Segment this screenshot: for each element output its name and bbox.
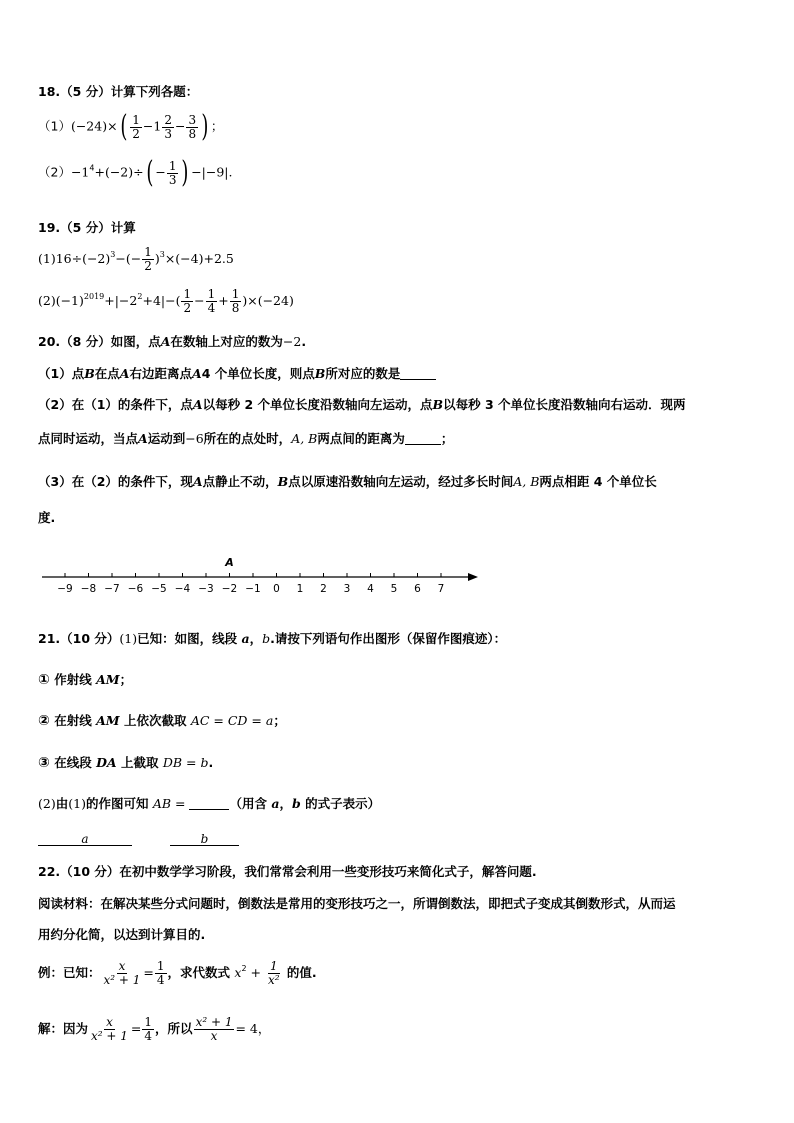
expr-text: − (175, 118, 186, 134)
q21-step1 (38, 672, 132, 688)
q19-heading: 19.（5 分）计算 (38, 220, 136, 235)
var: b (262, 631, 271, 646)
var: A (192, 474, 203, 489)
equation: DB = b (162, 755, 209, 770)
q18-part1-label: （1） (38, 118, 71, 134)
fraction: $\frac{1}{3}$ (168, 158, 177, 187)
q18-part2 (38, 155, 233, 190)
text: （3）在（2）的条件下，现 (38, 474, 193, 489)
var: A (119, 366, 130, 381)
fraction: $\frac{1}{8}$ (231, 287, 240, 315)
tick-label: −8 (80, 583, 97, 595)
text: 在点 (94, 366, 120, 381)
expr-text: −(− (115, 251, 142, 266)
tick-label: −5 (151, 583, 167, 595)
segment-b (170, 828, 239, 846)
q22-reading-line2: 用约分化简，以达到计算目的. (38, 927, 206, 942)
q20-heading (38, 334, 306, 350)
text: . (208, 755, 214, 770)
expr-text: +(−2)÷ (94, 164, 144, 180)
var: B (314, 366, 326, 381)
var: A (192, 366, 202, 381)
expr-text: ×(−4)+2.5 (164, 251, 234, 266)
text: 解：因为 (38, 1021, 89, 1036)
tick-label: 6 (414, 583, 421, 595)
text: 21.（10 分） (38, 631, 120, 646)
fraction: $\frac{3}{8}$ (188, 112, 197, 141)
text: . (301, 334, 307, 349)
var: B (432, 397, 444, 412)
expr-text: )×(−24) (242, 293, 294, 308)
tick-label: 7 (437, 583, 445, 595)
value: −2 (282, 334, 302, 349)
fraction: $\frac{x}{\text{x² + 1}}$ (91, 1015, 128, 1043)
q20-part2-line2 (38, 431, 453, 447)
tick-label: −3 (198, 583, 214, 595)
tick-label: 1 (296, 583, 304, 595)
expr-text: ) (154, 251, 160, 266)
tick-label: 2 (320, 583, 327, 595)
q22-example (38, 960, 317, 987)
answer-blank (405, 444, 441, 445)
expr-text: ； (210, 118, 224, 134)
tick-label: −6 (127, 583, 144, 595)
exponent: 2019 (83, 292, 105, 301)
text: ； (440, 431, 454, 446)
text: 以每秒 3 个单位长度沿数轴向右运动．现两 (443, 397, 686, 412)
fraction: $\frac{1}{\text{x²}}$ (267, 959, 280, 987)
var: A, B (513, 474, 540, 489)
var: DA (96, 755, 117, 770)
q20-part2-line1 (38, 397, 686, 413)
q21-part2 (38, 796, 380, 812)
fraction: $\frac{1}{4}$ (156, 959, 165, 987)
number-line (36, 552, 486, 600)
text: ，所以 (155, 1021, 193, 1036)
text: 所在的点处时， (203, 431, 292, 446)
step-number: ① (38, 672, 50, 688)
fraction: $\frac{1}{4}$ (207, 287, 216, 315)
q22-reading-line1: 阅读材料：在解决某些分式问题时，倒数法是常用的变形技巧之一，所谓倒数法，即把式子变成其倒数形式，从而运 (38, 896, 676, 911)
text: 在射线 (49, 713, 97, 728)
text: 点以原速沿数轴向左运动，经过多长时间 (288, 474, 514, 489)
q20-part3-line1 (38, 474, 657, 490)
expr-text: (1)16÷(−2) (38, 251, 111, 266)
text: （用含 (229, 796, 272, 811)
expr-text: + (218, 293, 229, 308)
text: = 4， (235, 1021, 271, 1036)
text: 的作图可知 (85, 796, 153, 811)
fraction: $\frac{2}{3}$ (164, 112, 172, 141)
q22-solution (38, 1016, 270, 1043)
text: 点同时运动，当点 (38, 431, 139, 446)
text: + (246, 965, 265, 980)
text: 上依次截取 (119, 713, 191, 728)
right-paren: ) (201, 109, 209, 144)
text: 作射线 (49, 672, 97, 687)
tick-label: 5 (390, 583, 398, 595)
fraction: $\frac{1}{2}$ (183, 287, 192, 315)
fraction: $\frac{x}{\text{x² + 1}}$ (103, 959, 141, 987)
segment-b-label: b (200, 832, 209, 846)
left-paren: ( (119, 109, 127, 144)
var: AM (96, 713, 120, 728)
tick-label: −7 (104, 583, 120, 595)
tick-label: 0 (273, 583, 280, 595)
text: （1）点 (38, 366, 85, 381)
text: 所对应的数是 (325, 366, 401, 381)
text: 例：已知： (38, 965, 101, 980)
text: ； (119, 672, 133, 687)
tick-label: 3 (343, 583, 351, 595)
var: a (271, 796, 280, 811)
text: (2) (38, 796, 56, 811)
text: 在线段 (49, 755, 97, 770)
q18-part2-label: （2） (38, 164, 71, 180)
expr-text: +|−2 (104, 293, 138, 308)
text: 由 (55, 796, 69, 811)
tick-label: −2 (221, 583, 238, 595)
exponent: 3 (159, 250, 165, 259)
fraction: $\frac{1}{2}$ (144, 245, 152, 273)
expr-text: (2)(−1) (38, 293, 84, 308)
text: ， (279, 796, 292, 811)
q18-heading: 18.（5 分）计算下列各题： (38, 84, 199, 99)
text: 右边距离点 (129, 366, 193, 381)
arrow-head-icon (468, 573, 478, 581)
tick-label: −1 (245, 583, 261, 595)
exponent: 3 (110, 250, 116, 259)
q18-part1 (38, 109, 224, 144)
q21-heading (38, 631, 506, 647)
var: A (138, 431, 148, 446)
exponent: 4 (89, 163, 95, 173)
expr-text: − (194, 293, 205, 308)
answer-blank (189, 809, 229, 810)
text: = (143, 965, 154, 980)
var: x (234, 965, 242, 980)
q20-part3-line2: 度. (38, 510, 56, 525)
text: 的式子表示） (300, 796, 381, 811)
text: 的值. (282, 965, 317, 980)
tick-label: −9 (57, 583, 73, 595)
text: 以每秒 2 个单位长度沿数轴向左运动，点 (202, 397, 433, 412)
q22-heading: 22.（10 分）在初中数学学习阶段，我们常常会利用一些变形技巧来简化式子，解答问题. (38, 864, 537, 879)
answer-blank (400, 379, 436, 380)
text: 点静止不动， (202, 474, 278, 489)
step-number: ③ (38, 755, 50, 771)
segment-a-label: a (81, 832, 89, 846)
right-paren: ) (181, 155, 189, 190)
text: 运动到 (147, 431, 186, 446)
q19-part1 (38, 246, 234, 273)
text: 20.（8 分）如图，点 (38, 334, 161, 349)
expr-text: (−24)× (70, 118, 118, 134)
segment-a (38, 828, 132, 846)
text: (1) (68, 796, 86, 811)
ticks (57, 573, 444, 595)
exponent: 2 (137, 292, 143, 301)
left-paren: ( (145, 155, 153, 190)
text: 两点间的距离为 (317, 431, 405, 446)
var: A (192, 397, 203, 412)
expr-text: +4|−( (142, 293, 181, 308)
expr-text: −1 (142, 118, 162, 134)
var: A, B (291, 431, 318, 446)
fraction: $\frac{\text{x² + 1}}{x}$ (195, 1015, 233, 1043)
value: −6 (185, 431, 204, 446)
text: 4 个单位长度，则点 (201, 366, 315, 381)
equation: AC = CD = a (190, 713, 274, 728)
expr-text: −1 (70, 164, 90, 180)
step-number: ② (38, 713, 50, 729)
var: b (291, 796, 301, 811)
var: a (241, 631, 250, 646)
text: ，求代数式 (167, 965, 235, 980)
var: B (277, 474, 289, 489)
fraction: $\frac{1}{4}$ (144, 1015, 153, 1043)
point-a-label: A (225, 556, 234, 569)
text: （2）在（1）的条件下，点 (38, 397, 193, 412)
q20-part1 (38, 366, 436, 382)
text: = (130, 1021, 142, 1036)
tick-label: 4 (367, 583, 374, 595)
text: ， (249, 631, 263, 646)
text: .请按下列语句作出图形（保留作图痕迹）： (270, 631, 507, 646)
var: B (84, 366, 95, 381)
text: 两点相距 4 个单位长 (539, 474, 657, 489)
text: ； (273, 713, 286, 728)
exponent: 2 (241, 964, 247, 973)
equation: AB = (152, 796, 186, 811)
var: A (160, 334, 171, 349)
expr-text: −|−9|. (191, 164, 233, 180)
tick-label: −4 (174, 583, 191, 595)
expr-text: − (155, 164, 166, 180)
var: AM (96, 672, 120, 687)
q19-part2 (38, 288, 294, 315)
text: 已知：如图，线段 (137, 631, 242, 646)
text: 在数轴上对应的数为 (170, 334, 283, 349)
q21-step3 (38, 755, 213, 771)
text: 上截取 (116, 755, 163, 770)
fraction: $\frac{1}{2}$ (132, 112, 140, 141)
text: (1) (119, 631, 138, 646)
q21-step2 (38, 713, 286, 729)
